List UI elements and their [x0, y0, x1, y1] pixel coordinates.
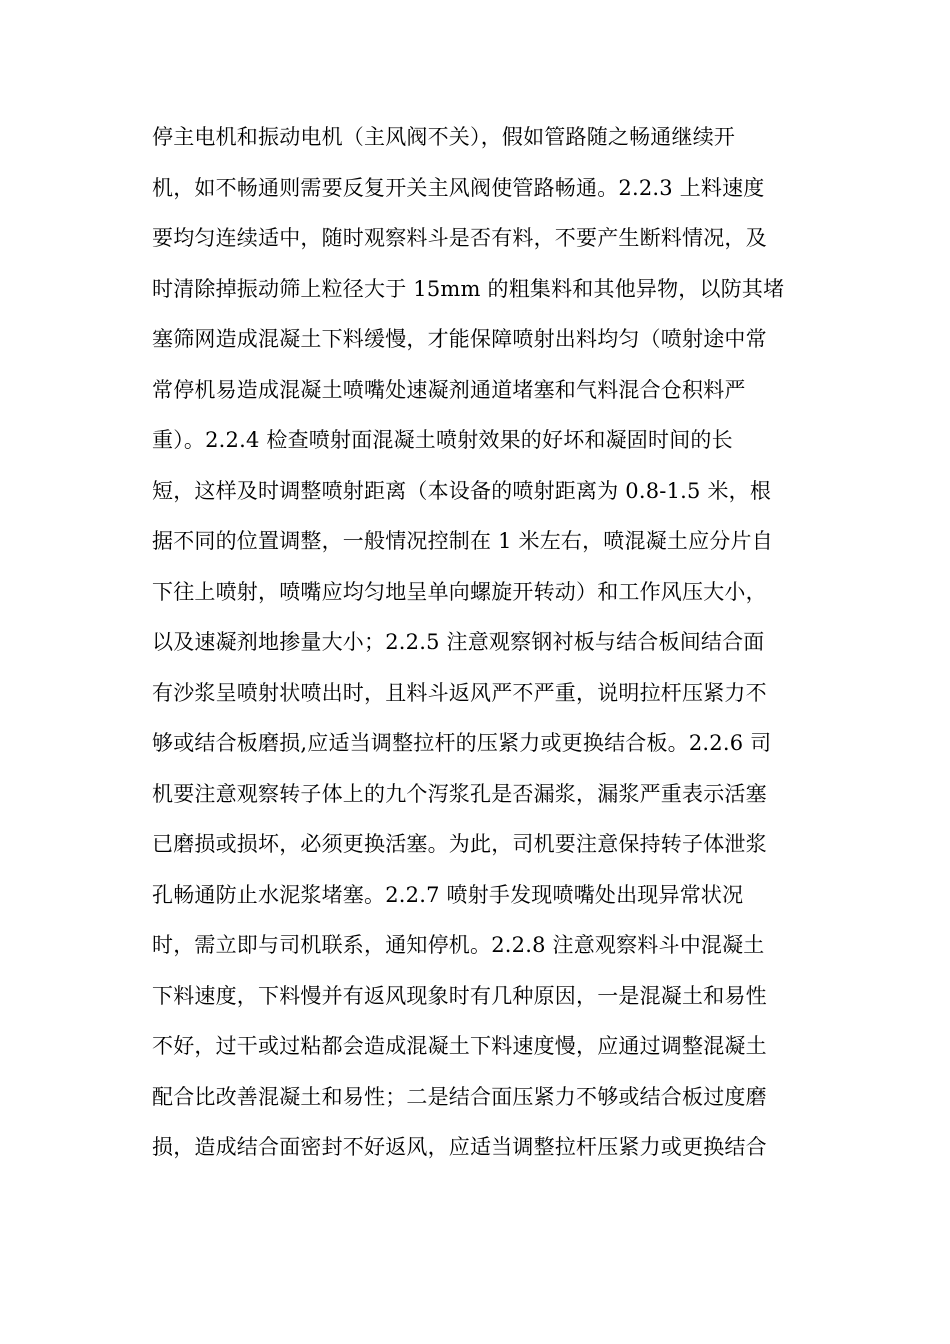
- text-line: 停主电机和振动电机（主风阀不关），假如管路随之畅通继续开: [152, 125, 736, 149]
- text-line: 下往上喷射，喷嘴应均匀地呈单向螺旋开转动）和工作风压大小，: [152, 579, 767, 604]
- text-line: 配合比改善混凝土和易性；二是结合面压紧力不够或结合板过度磨: [152, 1084, 767, 1109]
- text-line: 时清除掉振动筛上粒径大于 15mm 的粗集料和其他异物，以防其堵: [152, 276, 785, 301]
- text-line: 机要注意观察转子体上的九个泻浆孔是否漏浆，漏浆严重表示活塞: [152, 781, 767, 806]
- body-text: [152, 117, 812, 1178]
- text-line: 够或结合板磨损,应适当调整拉杆的压紧力或更换结合板。2.2.6 司: [152, 731, 772, 755]
- text-line: 以及速凝剂地掺量大小；2.2.5 注意观察钢衬板与结合板间结合面: [152, 630, 765, 654]
- text-line: 孔畅通防止水泥浆堵塞。2.2.7 喷射手发现喷嘴处出现异常状况: [152, 882, 744, 907]
- text-line: 要均匀连续适中，随时观察料斗是否有料，不要产生断料情况，及: [152, 226, 767, 250]
- text-line: 已磨损或损坏，必须更换活塞。为此，司机要注意保持转子体泄浆: [152, 832, 767, 856]
- text-line: 不好，过干或过粘都会造成混凝土下料速度慢，应通过调整混凝土: [152, 1034, 767, 1058]
- text-line: 常停机易造成混凝土喷嘴处速凝剂通道堵塞和气料混合仓积料严: [152, 377, 746, 402]
- text-line: 损，造成结合面密封不好返风，应适当调整拉杆压紧力或更换结合: [152, 1135, 767, 1159]
- text-line: 时，需立即与司机联系，通知停机。2.2.8 注意观察料斗中混凝土: [152, 933, 765, 957]
- text-line: 下料速度，下料慢并有返风现象时有几种原因，一是混凝土和易性: [152, 983, 767, 1008]
- text-line: 机，如不畅通则需要反复开关主风阀使管路畅通。2.2.3 上料速度: [152, 175, 765, 200]
- text-line: 塞筛网造成混凝土下料缓慢，才能保障喷射出料均匀（喷射途中常: [152, 327, 767, 351]
- text-line: 重）。2.2.4 检查喷射面混凝土喷射效果的好坏和凝固时间的长: [152, 428, 733, 452]
- text-line: 有沙浆呈喷射状喷出时，且料斗返风严不严重，说明拉杆压紧力不: [152, 680, 767, 705]
- text-line: 短，这样及时调整喷射距离（本设备的喷射距离为 0.8-1.5 米，根: [152, 478, 772, 503]
- text-line: 据不同的位置调整，一般情况控制在 1 米左右，喷混凝土应分片自: [152, 529, 773, 553]
